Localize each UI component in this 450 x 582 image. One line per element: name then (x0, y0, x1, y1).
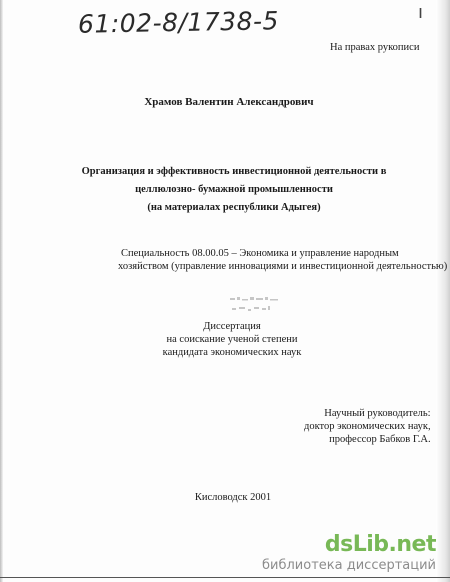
degree-line: на соискание ученой степени (166, 334, 298, 345)
manuscript-rights-note: На правах рукописи (330, 42, 420, 53)
specialty-block (118, 247, 448, 273)
dslib-watermark[interactable] (262, 534, 436, 574)
specialty-line: Специальность 08.00.05 – Экономика и управление народным (121, 248, 399, 259)
dissertation-title (0, 163, 450, 217)
title-line: Организация и эффективность инвестиционной деятельности в (81, 166, 387, 177)
title-line: целлюлозно- бумажной промышленности (135, 184, 333, 195)
corner-mark: ı (418, 2, 424, 23)
degree-line: Диссертация (203, 321, 261, 332)
title-line: (на материалах республики Адыгея) (147, 202, 321, 213)
faded-stamp-mark (228, 294, 284, 320)
handwritten-archive-code: 61:02-8/1738-5 (77, 6, 280, 39)
supervisor-line: доктор экономических наук, (304, 421, 431, 432)
supervisor-line: профессор Бабков Г.А. (329, 434, 431, 445)
watermark-logo[interactable]: dsLib.net (324, 532, 436, 557)
supervisor-block (304, 407, 431, 446)
author-name: Храмов Валентин Александрович (144, 96, 314, 108)
page-bottom-line (0, 577, 450, 578)
degree-line: кандидата экономических наук (162, 347, 302, 358)
degree-block (0, 320, 450, 359)
supervisor-line: Научный руководитель: (324, 408, 431, 419)
specialty-line: хозяйством (управление инновациями и инвестиционной деятельностью) (118, 261, 448, 272)
city-year: Кисловодск 2001 (194, 492, 272, 503)
watermark-tagline: библиотека диссертаций (262, 558, 436, 573)
